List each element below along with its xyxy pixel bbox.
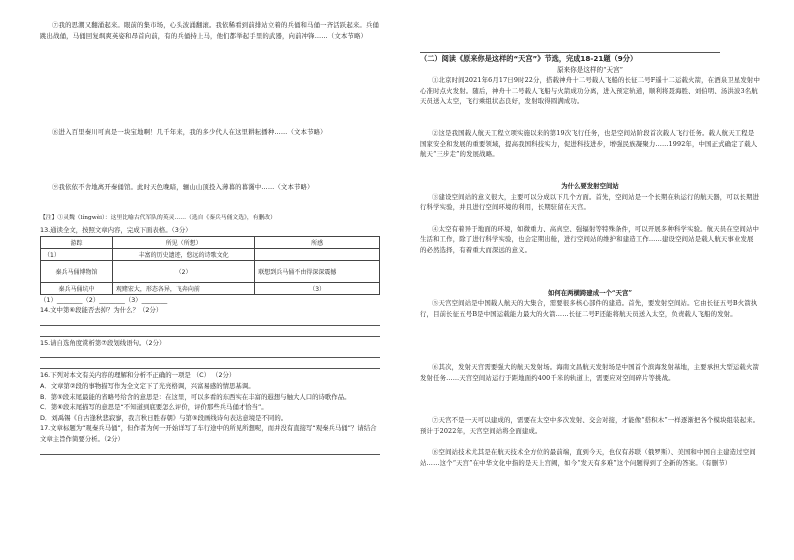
question-13: 13.通读全文，按照文章内容，完成下面表格。（3分） — [40, 226, 192, 234]
paragraph-5: ⑤天宫空间站是中国载人航天的大集合，需要很多核心部件的建造。首先，要发射空间站。它由长征五号B火箭执行，目前长征五号B是中国运载能力最大的火箭……长征二号F还能将航天员送入太空，负责载人飞船的发射。 — [420, 299, 758, 318]
table-row: 秦兵马俑博物馆 （2） 联想到兵马俑不由得深深震撼 — [41, 260, 380, 282]
paragraph-4: ④太空有着异于地面的环境，如微重力、高真空、强辐射等特殊条件，可以开展多种科学实验。航天员在空间站中生活和工作，除了进行科学实验，也会定期出舱，进行空间站的维护和建造工作……建设空间站是载人航天事业发展的必然选择，有着重大而深远的意义。 — [420, 224, 760, 254]
table-header: 所感 — [255, 236, 380, 248]
paragraph-1: ①北京时间2021年6月17日9时22分，搭载神舟十二号载人飞船的长征二号F遥十二运载火箭，在酒泉卫星发射中心准时点火发射。随后，神舟十二号载人飞船与火箭成功分离，进入预定轨道，顺利将聂海胜、刘伯明、汤洪波3名航天员送入太空，飞行乘组状态良好，发射取得圆满成功。 — [420, 76, 760, 106]
blank-answers[interactable]: （1）________（2）________（3）________ — [40, 295, 168, 304]
table-row: （1） 丰富的历史遗迹，悠远的诗歌文化 — [41, 248, 380, 260]
paragraph-3: ③建设空间站的意义很大，主要可以分成以下几个方面。首先，空间站是一个长期在轨运行的航天器，可以长期进行科学实验，并且进行空间环境的利用，长期驻留在天宫。 — [420, 192, 760, 212]
question-14: 14.文中第⑥段能否去掉？为什么？（2分） — [40, 306, 163, 315]
left-column — [40, 0, 380, 560]
paragraph-6: ⑥其次，发射天宫需要强大的航天发射场。海南文昌航天发射场是中国首个滨海发射基地，主要承担大型运载火箭发射任务……天宫空间站运行于距地面约400千米的轨道上，需要应对空间碎片等挑战。 — [420, 363, 760, 382]
question-16: 16.下列对本文有关内容的理解和分析不正确的一项是 （C） （2分） — [40, 371, 236, 380]
paragraph-8: ⑧空间站技术尤其是在航天技术全方位的最前端，直到今天，也仅有苏联（俄罗斯）、美国和中国自主建造过空间站……这个“天宫”在中华文化中指的是天上宫阙，如今“发天有多难”这个问题得到了全新的答案。（有删节） — [420, 448, 756, 467]
option-a: A．文章第②段的事物描写作为全文定下了光亮格调，兴富易感的情思基调。 — [40, 381, 255, 390]
table-header: 游踪 — [41, 236, 113, 248]
answer-line[interactable] — [40, 327, 380, 337]
answer-line[interactable] — [40, 316, 380, 326]
paragraph-2: ②这是我国载人航天工程立项实施以来的第19次飞行任务，也是空间站阶段首次载人飞行任务。载人航天工程是国家安全和发展的重要领域，提高我国科技实力，促进科技进步，增强民族凝聚力……1992年，中国正式确定了载人航天“三步走”的发展战略。 — [420, 129, 758, 159]
article-title: 原来你是这样的“天宫” — [556, 66, 624, 74]
question-15: 15.请自选角度赏析第⑦段划线语句。（2分） — [40, 338, 166, 347]
option-d: D．刘禹锡《自古逢秋悲寂寥，我言秋日胜春朝》与第⑤段画线诗句表达意境是不同的。 — [40, 413, 288, 422]
footnote: 【注】①灵魏（língwèi）：这里比喻古代军队的英灵……（选自《秦兵马俑文选》，有删改） — [40, 215, 276, 221]
table-header: 所见（所想） — [112, 236, 254, 248]
option-c: C．第⑥段末尾描写的意思是“不知道到底要怎么评价，评价那些兵马俑才恰当”。 — [40, 403, 268, 412]
paragraph-9: ⑨我依依不舍地离开秦俑馆。此时天色晚暗，骊山山顶投入薄暮的暮霭中……（文本节略） — [52, 183, 314, 191]
answer-line[interactable] — [40, 445, 380, 455]
question-17: 17.文章标题为“观秦兵马俑”，但作者为何一开始详写了车行途中的所见所想呢，而并没有直接写“观秦兵马俑”？请结合文章主旨作简要分析。（2分） — [40, 424, 377, 443]
section-heading: （二）阅读《原来你是这样的“天宫”》节选，完成18-21题（9分） — [420, 54, 638, 63]
option-b: B．第⑤段末尾最能的省略号给含的意思是：在这里，可以多看的东西实在丰富的遐想与触大人口的诗歌作品。 — [40, 392, 351, 401]
answer-line[interactable] — [40, 359, 380, 369]
right-column — [420, 0, 760, 560]
subheading-2: 如何在两横跨建成一个“天宫” — [547, 288, 633, 297]
paragraph-7: ⑦我的思潮又翻涌起来。眼前的集市场，心头波涌翻滚。我依稀看到前排站立着的兵俑和马俑一齐活跃起来。兵俑跳出战俑，马俑回复飒爽英姿和昂首向前，有的兵俑持上马，他们都举起手里的武器，向前冲锋……（文本节略） — [40, 21, 380, 40]
paragraph-7: ⑦天宫不是一天可以建成的，需要在太空中多次发射、交会对接，才能像“搭积木”一样逐渐把各个模块组装起来。预计于2022年，天宫空间站将全面建成。 — [420, 416, 760, 435]
table-row: 秦兵马俑坑中 观赌宏大，形态各异，飞奔向前 （3） — [41, 282, 380, 294]
answer-line[interactable] — [40, 348, 380, 358]
subheading-1: 为什么要发射空间站 — [561, 182, 619, 190]
answer-table — [40, 236, 380, 295]
paragraph-8: ⑧进入百里秦川可真是一块宝地啊！几千年来，我的多少代人在这里耕耘播种……（文本节略） — [52, 128, 327, 136]
